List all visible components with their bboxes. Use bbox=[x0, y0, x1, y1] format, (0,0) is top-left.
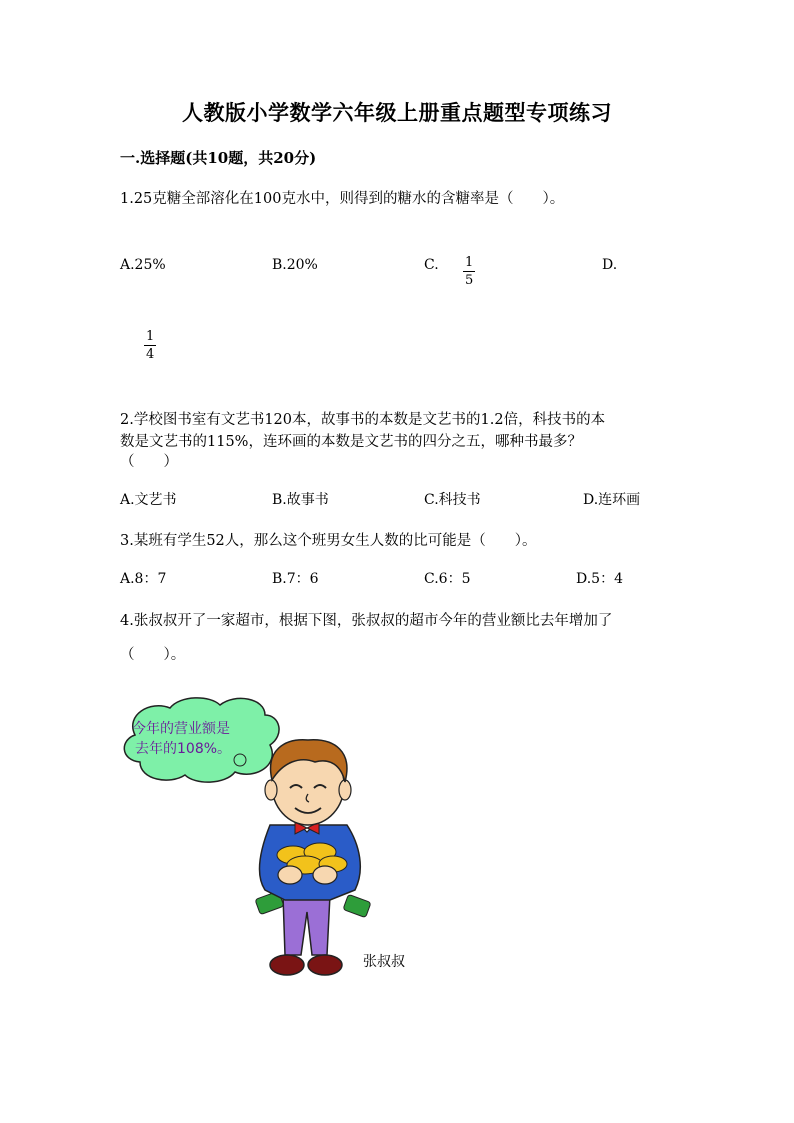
question-2-line-3: （ ） bbox=[120, 454, 178, 470]
q1-option-b[interactable]: B.20% bbox=[272, 257, 318, 273]
q3-option-c[interactable]: C.6：5 bbox=[424, 571, 471, 587]
fraction-denominator: 5 bbox=[465, 273, 474, 288]
fraction-denominator: 4 bbox=[146, 347, 155, 362]
bubble-text-line-1: 今年的营业额是 bbox=[132, 721, 230, 737]
q1-option-d[interactable]: D. bbox=[602, 257, 618, 273]
right-shoe bbox=[308, 955, 342, 975]
left-hand bbox=[278, 866, 302, 884]
q3-option-d[interactable]: D.5：4 bbox=[576, 571, 623, 587]
fraction-numerator: 1 bbox=[465, 255, 474, 270]
fraction-numerator: 1 bbox=[146, 329, 155, 344]
q1-option-c[interactable]: C. bbox=[424, 257, 439, 273]
page-title: 人教版小学数学六年级上册重点题型专项练习 bbox=[182, 100, 612, 125]
question-4-line-1: 4.张叔叔开了一家超市，根据下图，张叔叔的超市今年的营业额比去年增加了 bbox=[120, 613, 613, 629]
q2-option-c[interactable]: C.科技书 bbox=[424, 492, 481, 508]
q2-option-a[interactable]: A.文艺书 bbox=[120, 492, 177, 508]
q3-option-a[interactable]: A.8：7 bbox=[120, 571, 167, 587]
question-3-text: 3.某班有学生52人，那么这个班男女生人数的比可能是（ ）。 bbox=[120, 533, 537, 549]
question-2-line-2: 数是文艺书的115%，连环画的本数是文艺书的四分之五，哪种书最多？ bbox=[120, 434, 582, 450]
bubble-text-line-2: 去年的108%。 bbox=[135, 741, 232, 757]
q1-option-c-fraction bbox=[463, 251, 475, 287]
illustration-caption: 张叔叔 bbox=[363, 954, 405, 970]
q2-option-d[interactable]: D.连环画 bbox=[583, 492, 641, 508]
q3-option-b[interactable]: B.7：6 bbox=[272, 571, 319, 587]
left-ear bbox=[265, 780, 277, 800]
q2-option-b[interactable]: B.故事书 bbox=[272, 492, 329, 508]
money-note-right bbox=[343, 894, 371, 917]
question-2-line-1: 2.学校图书室有文艺书120本，故事书的本数是文艺书的1.2倍，科技书的本 bbox=[120, 412, 606, 428]
right-hand bbox=[313, 866, 337, 884]
q1-option-a[interactable]: A.25% bbox=[120, 257, 166, 273]
right-ear bbox=[339, 780, 351, 800]
pants bbox=[283, 895, 330, 955]
shopkeeper-illustration bbox=[115, 690, 435, 990]
q1-option-d-fraction bbox=[144, 325, 156, 361]
question-4-line-2: （ ）。 bbox=[120, 647, 186, 663]
left-shoe bbox=[270, 955, 304, 975]
question-1-text: 1.25克糖全部溶化在100克水中，则得到的糖水的含糖率是（ ）。 bbox=[120, 191, 565, 207]
section-heading: 一.选择题(共10题，共20分) bbox=[120, 149, 317, 167]
